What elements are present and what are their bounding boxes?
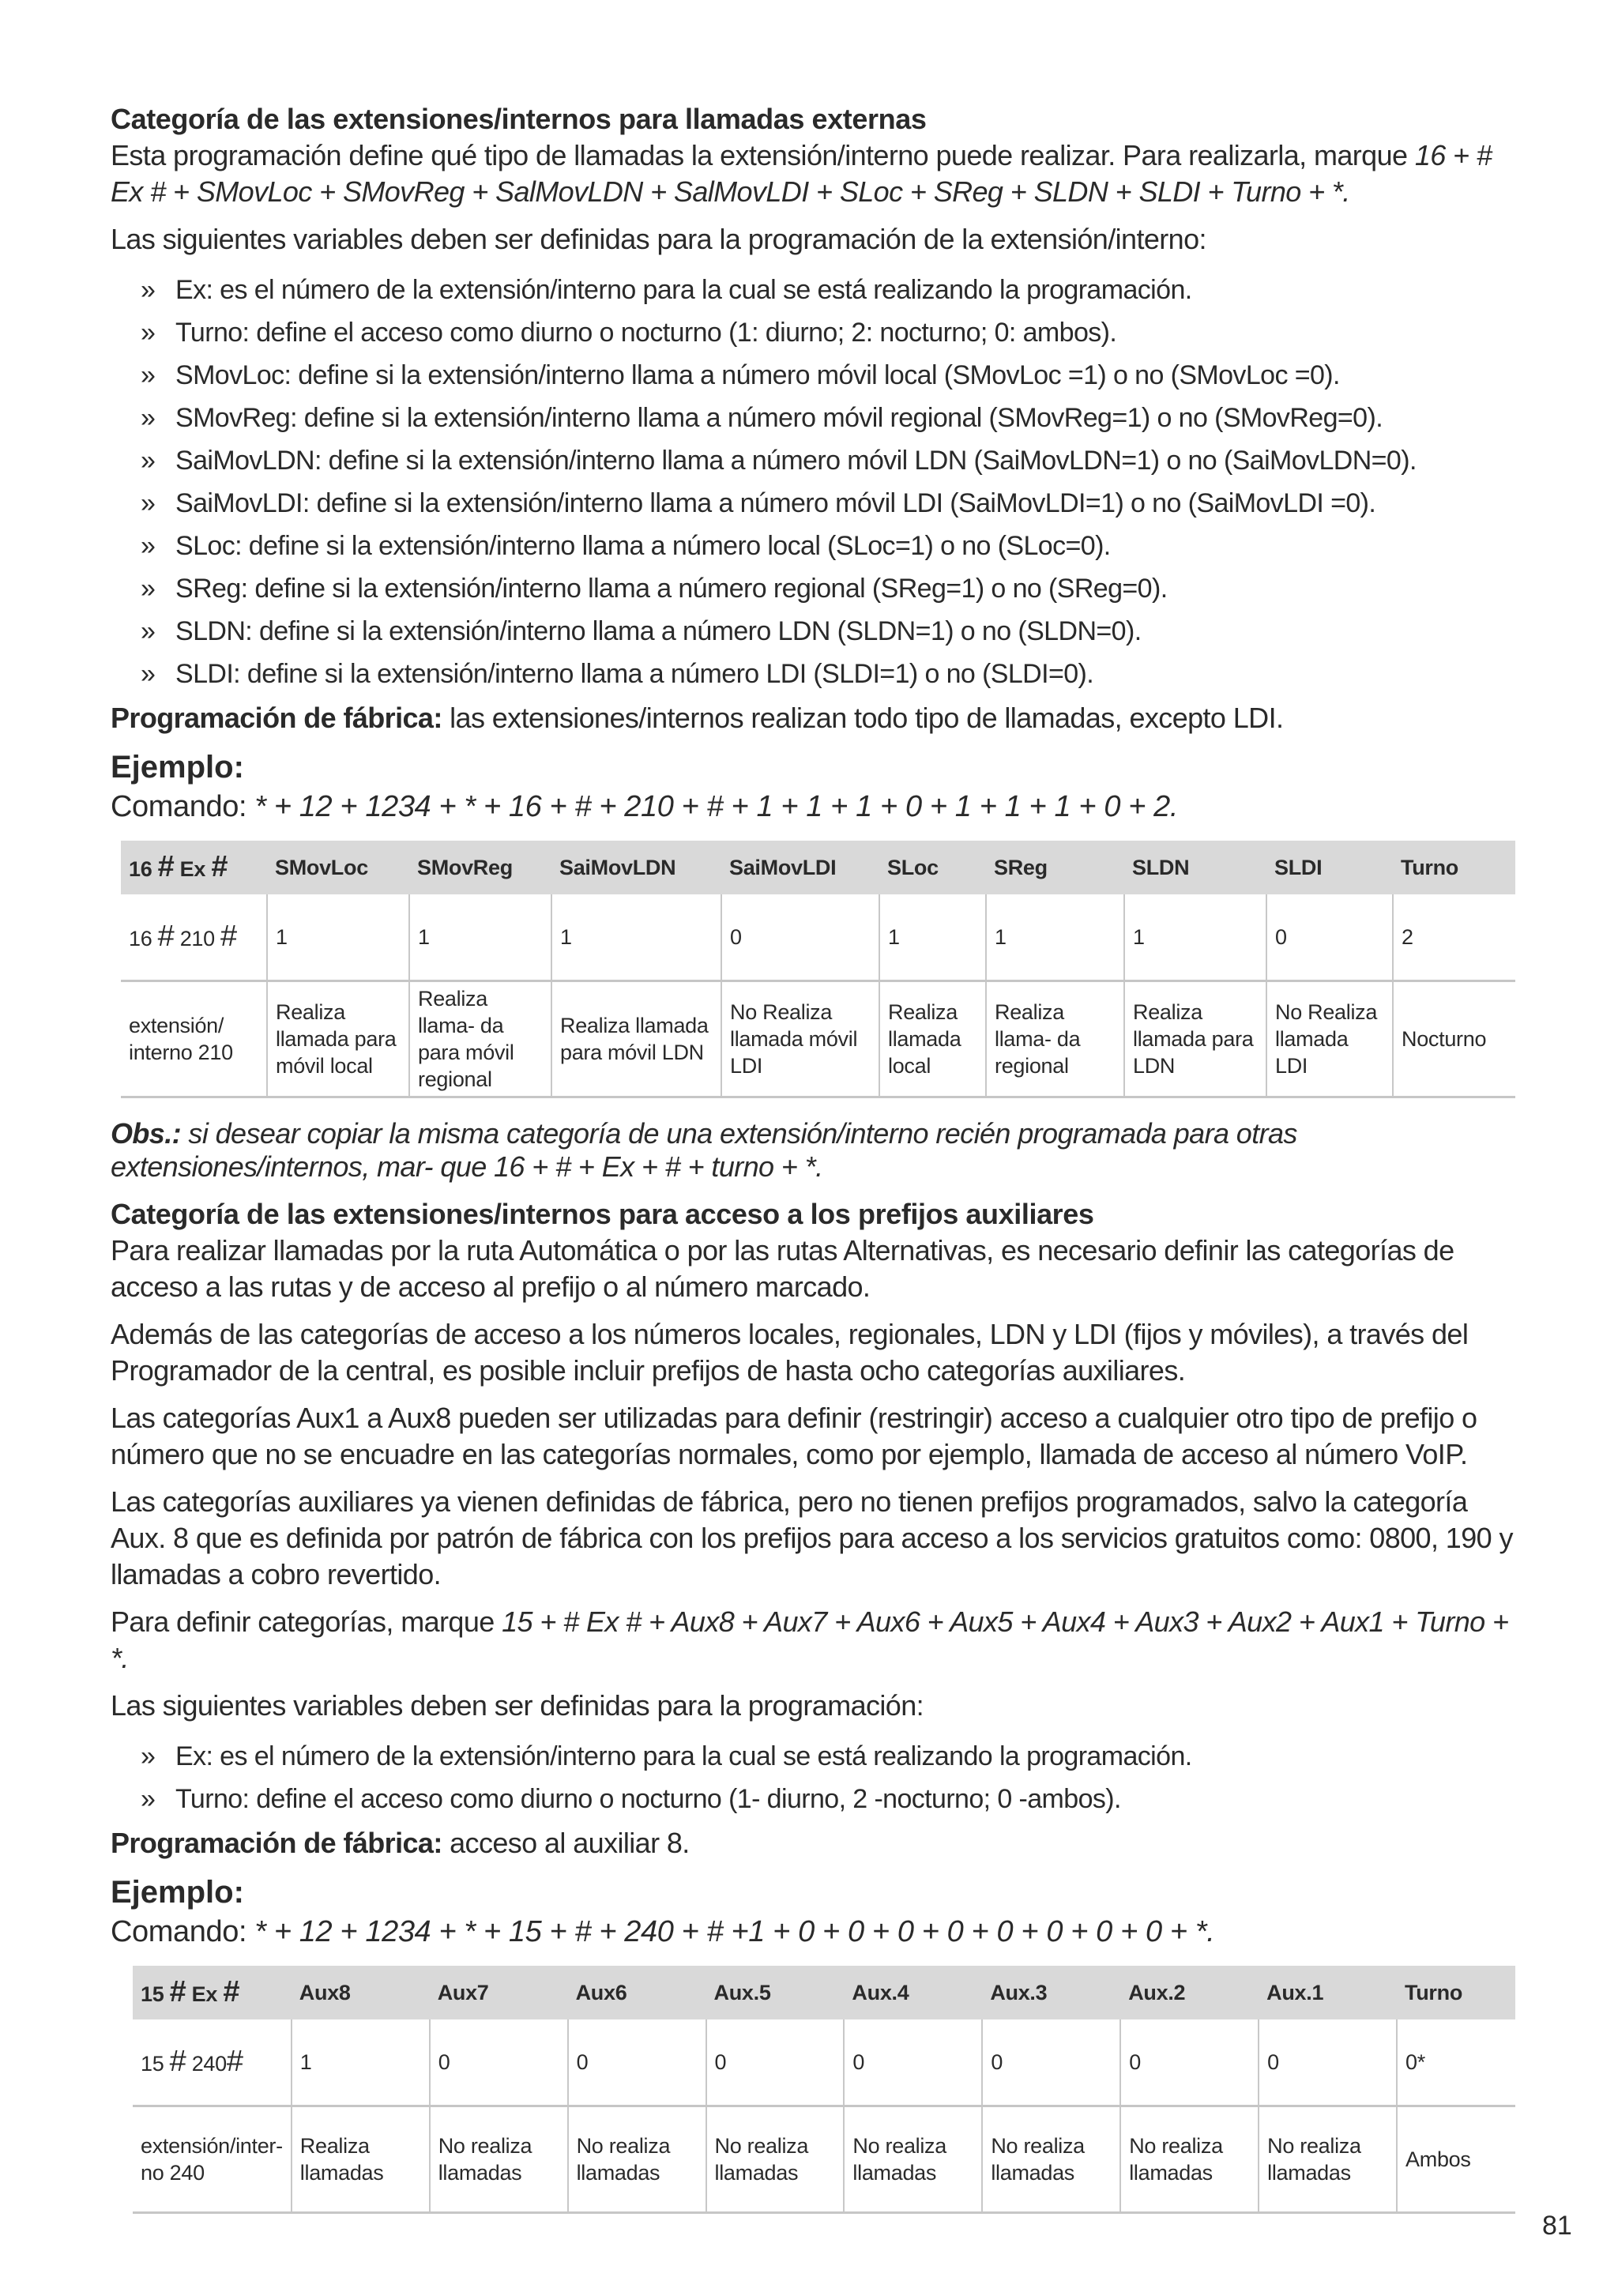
table-cell: Realiza llama- da regional: [986, 981, 1124, 1097]
extension-category-table: [121, 841, 1515, 1098]
table-cell: 1: [879, 894, 986, 981]
table-header-cell: Aux.1: [1259, 1966, 1397, 2019]
observation-note: Obs.: si desear copiar la misma categoría de una extensión/interno recién programada para otras extensiones/internos, mar- que 16 + # + Ex + # + turno + *.: [111, 1117, 1297, 1183]
list-item: » Ex: es el número de la extensión/interno para la cual se está realizando la programación.: [111, 1735, 1517, 1778]
page-number: 81: [1542, 2211, 1572, 2241]
table-cell: 1: [267, 894, 409, 981]
intro-paragraph: Esta programación define qué tipo de llamadas la extensión/interno puede realizar. Para realizarla, marque 16 + # Ex # + SMovLoc + SMovReg + SalMovLDN + SalMovLDI + SLoc + SReg + SLDN + SLDI + Turno + *.: [111, 139, 1492, 208]
table-cell: 2: [1393, 894, 1515, 981]
table-header-row: [121, 841, 1515, 894]
paragraph: Para definir categorías, marque 15 + # Ex # + Aux8 + Aux7 + Aux6 + Aux5 + Aux4 + Aux3 + Aux2 + Aux1 + Turno + *.: [111, 1605, 1509, 1674]
paragraph: Además de las categorías de acceso a los números locales, regionales, LDN y LDI (fijos y móviles), a través del Programador de la central, es posible incluir prefijos de hasta ocho categorías auxiliares.: [111, 1318, 1469, 1387]
list-item: » Ex: es el número de la extensión/interno para la cual se está realizando la programación.: [111, 269, 1517, 311]
table-cell: 0: [982, 2019, 1120, 2106]
list-item: » SMovLoc: define si la extensión/interno llama a número móvil local (SMovLoc =1) o no (SMovLoc =0).: [111, 354, 1517, 397]
table-cell: No realiza llamadas: [844, 2106, 982, 2213]
table-cell: 1: [986, 894, 1124, 981]
table-cell: 0: [721, 894, 879, 981]
table-cell: 15 # 240#: [133, 2019, 292, 2106]
table-cell: Nocturno: [1393, 981, 1515, 1097]
example-command: Comando: * + 12 + 1234 + * + 15 + # + 240 + # +1 + 0 + 0 + 0 + 0 + 0 + 0 + 0 + 0 + *.: [111, 1915, 1215, 1948]
table-cell: Realiza llamada para móvil local: [267, 981, 409, 1097]
aux-category-table: [133, 1966, 1515, 2214]
variables-intro: Las siguientes variables deben ser definidas para la programación:: [111, 1689, 924, 1722]
table-cell: 0: [430, 2019, 568, 2106]
table-cell: 1: [551, 894, 721, 981]
table-cell: 0: [568, 2019, 706, 2106]
table-cell: extensión/inter- no 240: [133, 2106, 292, 2213]
table-cell: Realiza llamadas: [292, 2106, 430, 2213]
table-cell: No realiza llamadas: [430, 2106, 568, 2213]
table-header-cell: SMovReg: [409, 841, 551, 894]
table-header-cell: Aux6: [568, 1966, 706, 2019]
section-title-aux-prefixes: Categoría de las extensiones/internos para acceso a los prefijos auxiliares: [111, 1198, 1094, 1230]
example-command: Comando: * + 12 + 1234 + * + 16 + # + 210 + # + 1 + 1 + 1 + 0 + 1 + 1 + 1 + 0 + 2.: [111, 790, 1179, 823]
table-header-cell: SaiMovLDI: [721, 841, 879, 894]
table-cell: Realiza llamada para LDN: [1124, 981, 1266, 1097]
table-cell: 0: [1120, 2019, 1259, 2106]
table-cell: No Realiza llamada móvil LDI: [721, 981, 879, 1097]
programming-code: 16 + # Ex # + SMovLoc + SMovReg + SalMovLDN + SalMovLDI + SLoc + SReg + SLDN + SLDI + Turno + *.: [111, 139, 1492, 208]
example-title: Ejemplo:: [111, 1875, 244, 1910]
table-row: [133, 2019, 1515, 2106]
table-cell: 1: [292, 2019, 430, 2106]
table-cell: Ambos: [1397, 2106, 1515, 2213]
table-cell: 0: [844, 2019, 982, 2106]
table-cell: extensión/ interno 210: [121, 981, 267, 1097]
list-item: » SLDI: define si la extensión/interno llama a número LDI (SLDI=1) o no (SLDI=0).: [111, 653, 1517, 695]
table-cell: 0: [1266, 894, 1393, 981]
table-header-cell: Aux.5: [706, 1966, 845, 2019]
table-row: [133, 2106, 1515, 2213]
paragraph: Las categorías Aux1 a Aux8 pueden ser utilizadas para definir (restringir) acceso a cualquier otro tipo de prefijo o número que no se encuadre en las categorías normales, como por ejemplo, llamada de acceso al número VoIP.: [111, 1402, 1477, 1470]
table-header-cell: 15 # Ex #: [133, 1966, 292, 2019]
list-item: » SaiMovLDI: define si la extensión/interno llama a número móvil LDI (SaiMovLDI=1) o no (SaiMovLDI =0).: [111, 482, 1517, 525]
table-header-cell: SMovLoc: [267, 841, 409, 894]
table-header-cell: Aux.4: [844, 1966, 982, 2019]
table-cell: 0: [706, 2019, 845, 2106]
table-cell: 0: [1259, 2019, 1397, 2106]
table-cell: Realiza llama- da para móvil regional: [409, 981, 551, 1097]
table-header-cell: 16 # Ex #: [121, 841, 267, 894]
table-header-cell: Aux.3: [982, 1966, 1120, 2019]
list-item: » SLoc: define si la extensión/interno llama a número local (SLoc=1) o no (SLoc=0).: [111, 525, 1517, 567]
paragraph: Las categorías auxiliares ya vienen definidas de fábrica, pero no tienen prefijos programados, salvo la categoría Aux. 8 que es definida por patrón de fábrica con los prefijos para acceso a los servicios gratuitos como: 0800, 190 y llamadas a cobro revertido.: [111, 1485, 1513, 1590]
list-item: » SMovReg: define si la extensión/interno llama a número móvil regional (SMovReg=1) o no (SMovReg=0).: [111, 397, 1517, 439]
table-header-cell: SReg: [986, 841, 1124, 894]
table-header-cell: Aux7: [430, 1966, 568, 2019]
example-title: Ejemplo:: [111, 750, 244, 785]
table-cell: 1: [409, 894, 551, 981]
table-header-cell: SaiMovLDN: [551, 841, 721, 894]
list-item: » Turno: define el acceso como diurno o nocturno (1: diurno; 2: nocturno; 0: ambos).: [111, 311, 1517, 354]
table-cell: Realiza llamada local: [879, 981, 986, 1097]
table-cell: Realiza llamada para móvil LDN: [551, 981, 721, 1097]
paragraph: Para realizar llamadas por la ruta Automática o por las rutas Alternativas, es necesario definir las categorías de acceso a las rutas y de acceso al prefijo o al número marcado.: [111, 1234, 1454, 1303]
list-item: » SLDN: define si la extensión/interno llama a número LDN (SLDN=1) o no (SLDN=0).: [111, 610, 1517, 653]
list-item: » SaiMovLDN: define si la extensión/interno llama a número móvil LDN (SaiMovLDN=1) o no (SaiMovLDN=0).: [111, 439, 1517, 482]
table-cell: 0*: [1397, 2019, 1515, 2106]
factory-programming: Programación de fábrica: acceso al auxiliar 8.: [111, 1827, 690, 1859]
table-row: [121, 981, 1515, 1097]
variables-list: [111, 269, 1517, 695]
document-page: [111, 101, 1517, 2214]
list-item: » SReg: define si la extensión/interno llama a número regional (SReg=1) o no (SReg=0).: [111, 567, 1517, 610]
table-cell: 1: [1124, 894, 1266, 981]
table-cell: No realiza llamadas: [706, 2106, 845, 2213]
programming-code: 15 + # Ex # + Aux8 + Aux7 + Aux6 + Aux5 + Aux4 + Aux3 + Aux2 + Aux1 + Turno + *.: [111, 1605, 1509, 1674]
table-header-cell: Aux8: [292, 1966, 430, 2019]
table-cell: No realiza llamadas: [1120, 2106, 1259, 2213]
factory-programming: Programación de fábrica: las extensiones/internos realizan todo tipo de llamadas, excepto LDI.: [111, 702, 1284, 734]
table-header-cell: Aux.2: [1120, 1966, 1259, 2019]
table-header-row: [133, 1966, 1515, 2019]
table-header-cell: Turno: [1397, 1966, 1515, 2019]
table-header-cell: SLoc: [879, 841, 986, 894]
variables-intro: Las siguientes variables deben ser definidas para la programación de la extensión/interno:: [111, 223, 1206, 255]
table-cell: No realiza llamadas: [1259, 2106, 1397, 2213]
table-cell: No realiza llamadas: [568, 2106, 706, 2213]
table-cell: No Realiza llamada LDI: [1266, 981, 1393, 1097]
list-item: » Turno: define el acceso como diurno o nocturno (1- diurno, 2 -nocturno; 0 -ambos).: [111, 1778, 1517, 1820]
table-cell: 16 # 210 #: [121, 894, 267, 981]
table-cell: No realiza llamadas: [982, 2106, 1120, 2213]
section-title-external-calls: Categoría de las extensiones/internos para llamadas externas: [111, 103, 927, 135]
table-row: [121, 894, 1515, 981]
variables-list: [111, 1735, 1517, 1820]
table-header-cell: Turno: [1393, 841, 1515, 894]
table-header-cell: SLDN: [1124, 841, 1266, 894]
table-header-cell: SLDI: [1266, 841, 1393, 894]
